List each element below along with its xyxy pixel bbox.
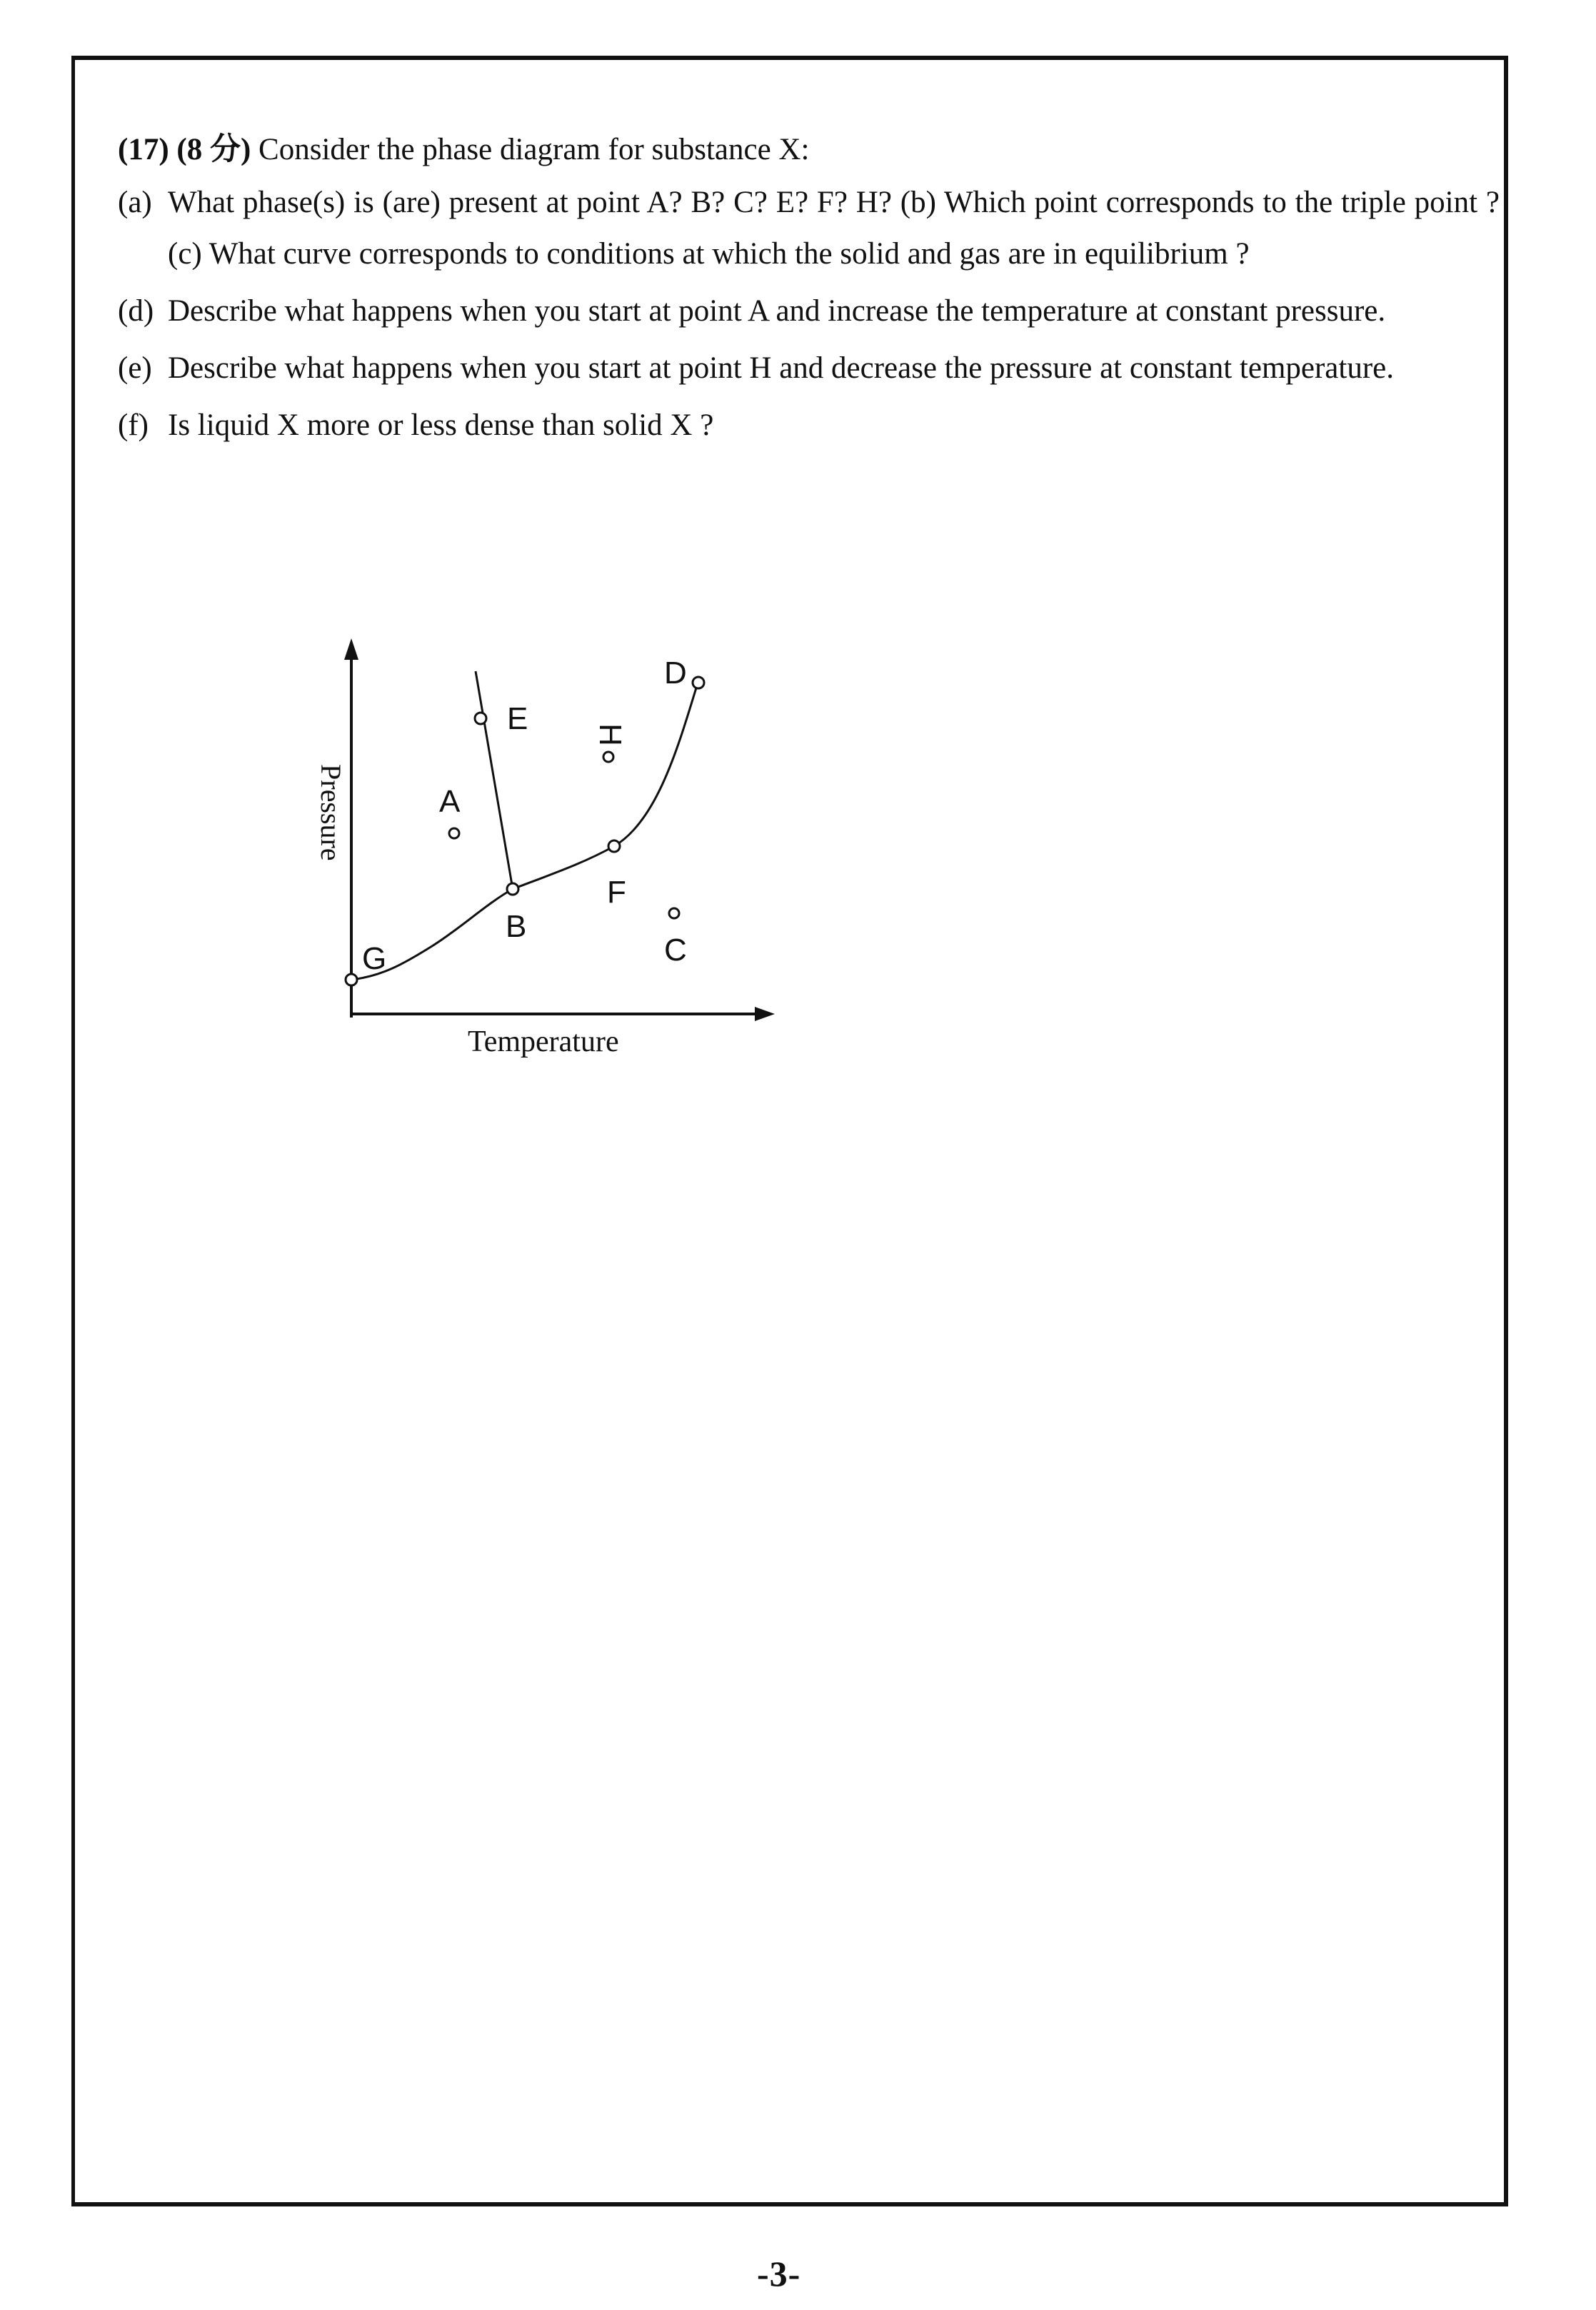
part-text: Is liquid X more or less dense than solid X ? (168, 408, 714, 442)
question-part (118, 343, 1500, 394)
point-label-d: D (664, 656, 687, 691)
part-label: (a) (118, 186, 152, 219)
part-label: (d) (118, 294, 154, 328)
point-label-b: B (506, 909, 527, 944)
point-label-a: A (439, 784, 461, 819)
x-axis-label: Temperature (468, 1025, 619, 1058)
part-text: Describe what happens when you start at point H and decrease the pressure at constant temperature. (168, 351, 1394, 385)
question-header (118, 129, 1500, 171)
y-axis-label: Pressure (315, 764, 347, 861)
point-label-c: C (664, 933, 687, 968)
point-b-marker (507, 883, 518, 895)
point-c-marker (669, 908, 679, 918)
part-text: Describe what happens when you start at point A and increase the temperature at constant pressure. (168, 294, 1386, 328)
question-number: (17) (118, 133, 169, 166)
point-a-marker (449, 828, 459, 838)
point-g-marker (346, 974, 357, 985)
point-f-marker (608, 840, 620, 852)
question-part (118, 286, 1500, 337)
question-points: (8 分) (176, 133, 251, 166)
point-label-f: F (607, 875, 626, 910)
phase-diagram (300, 628, 800, 1071)
part-label: (f) (118, 408, 149, 442)
vaporization-curve (513, 686, 697, 889)
question-part (118, 400, 1500, 451)
part-text: What phase(s) is (are) present at point A? B? C? E? F? H? (b) Which point corresponds to the triple point ? (c) What curve corresponds to conditions at which the solid and gas are in equilibrium ? (168, 186, 1500, 271)
page-number: -3- (757, 2254, 801, 2294)
point-e-marker (475, 713, 486, 724)
y-axis-arrow-icon (344, 638, 358, 660)
point-label-h: H (593, 723, 628, 746)
point-label-e: E (507, 701, 528, 736)
question-part (118, 177, 1500, 280)
point-d-marker (693, 677, 704, 688)
x-axis-arrow-icon (755, 1007, 775, 1021)
point-h-marker (603, 752, 613, 762)
question-intro: Consider the phase diagram for substance X: (259, 133, 810, 166)
part-label: (e) (118, 351, 152, 385)
question-17 (118, 129, 1500, 451)
point-label-g: G (362, 941, 387, 976)
